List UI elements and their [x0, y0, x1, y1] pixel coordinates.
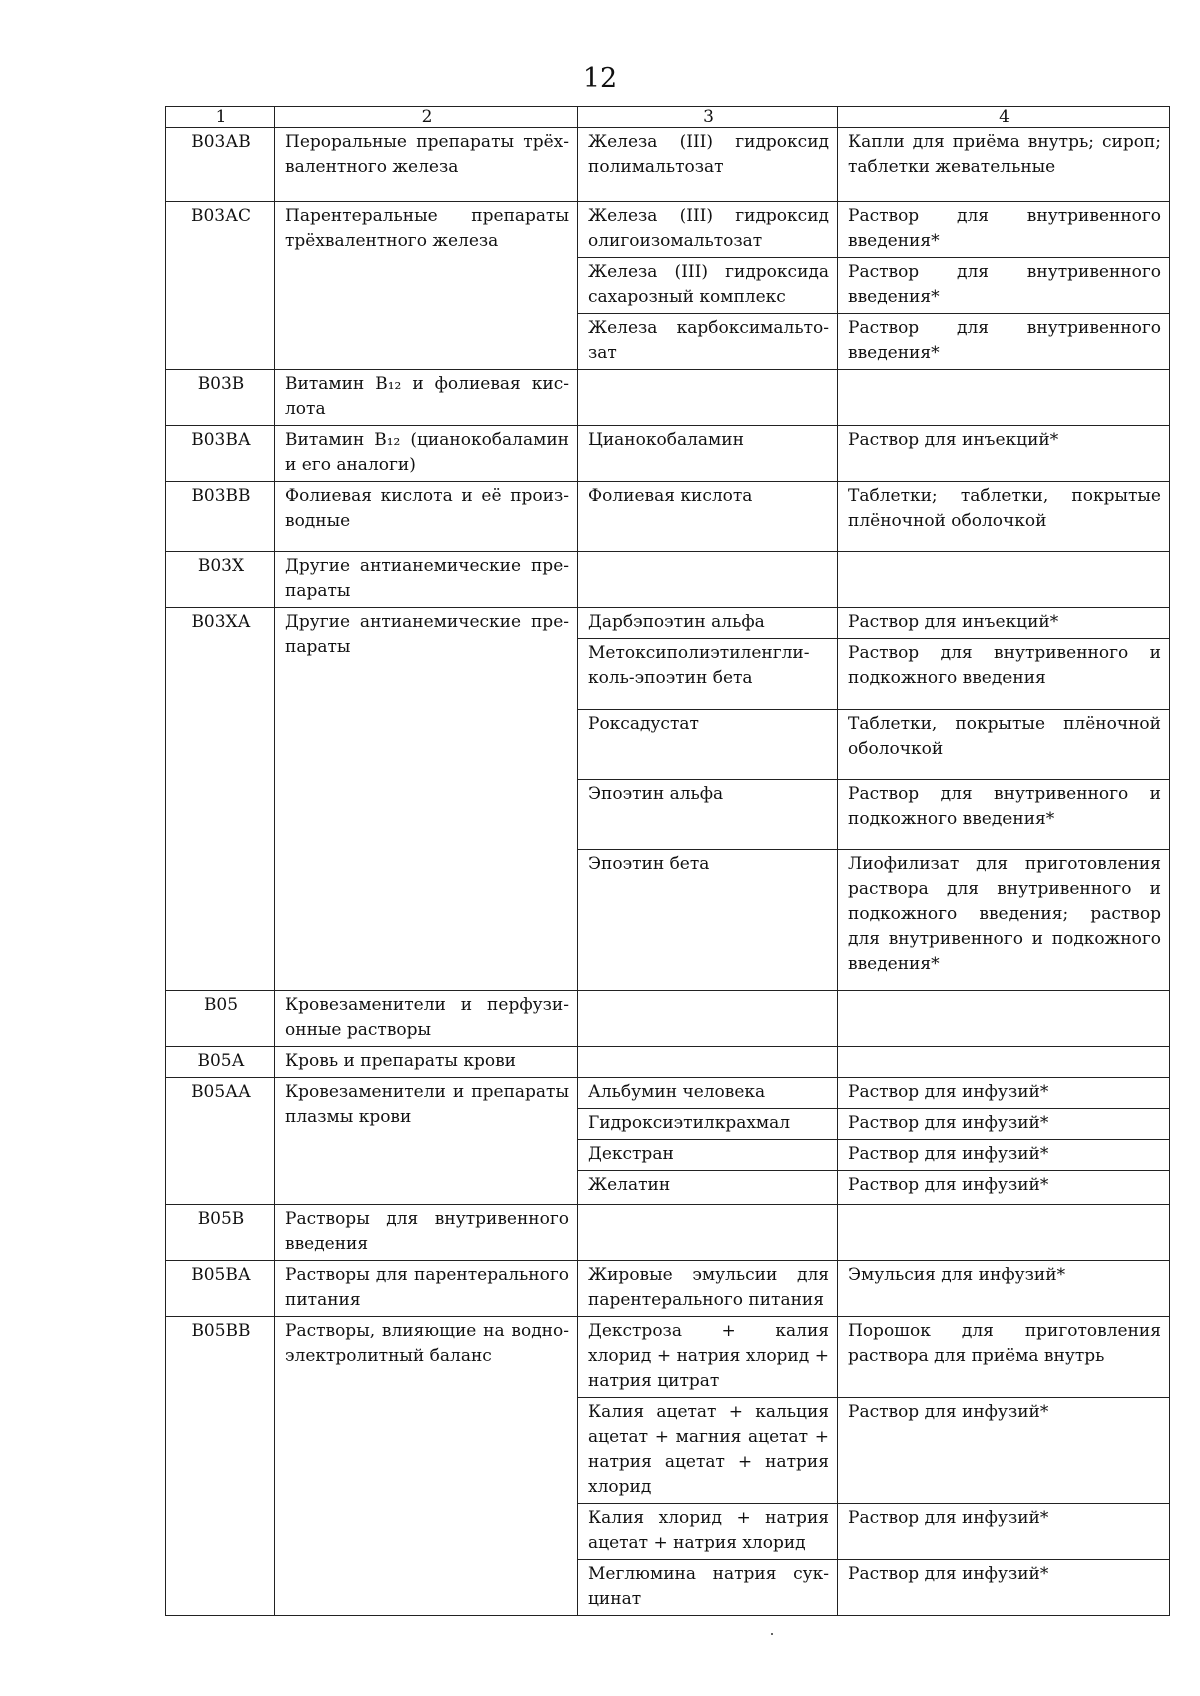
group-name-cell: Другие антианемические препараты [275, 552, 578, 608]
drug-name-cell [578, 991, 838, 1047]
dosage-form-cell: Таблетки; таблетки, покрытые плёночной оболочкой [838, 482, 1170, 552]
dosage-form-cell: Раствор для внутривенного введения* [838, 258, 1170, 314]
header-row [166, 107, 1170, 128]
group-name-cell: Парентеральные препараты трёхвалентного железа [275, 202, 578, 370]
dosage-form-cell: Капли для приёма внутрь; сироп; таблетки жевательные [838, 128, 1170, 202]
dosage-form-cell: Раствор для внутривенного и подкожного введения [838, 639, 1170, 710]
dosage-form-cell: Раствор для инфузий* [838, 1140, 1170, 1171]
column-header: 2 [275, 107, 578, 128]
speck [771, 1633, 773, 1635]
drug-name-cell: Желатин [578, 1171, 838, 1205]
table-row [166, 552, 1170, 608]
dosage-form-cell: Раствор для инфузий* [838, 1560, 1170, 1616]
dosage-form-cell: Раствор для внутривенного введения* [838, 202, 1170, 258]
table-row [166, 1078, 1170, 1109]
table-row [166, 1261, 1170, 1317]
atc-code-cell: В03В [166, 370, 275, 426]
drug-name-cell: Метоксиполиэтиленгликоль-эпоэтин бета [578, 639, 838, 710]
drug-name-cell: Гидроксиэтилкрахмал [578, 1109, 838, 1140]
dosage-form-cell: Раствор для инфузий* [838, 1109, 1170, 1140]
group-name-cell: Кровь и препараты крови [275, 1047, 578, 1078]
dosage-form-cell [838, 370, 1170, 426]
group-name-cell: Фолиевая кислота и её производные [275, 482, 578, 552]
drug-name-cell: Альбумин человека [578, 1078, 838, 1109]
drug-table [165, 106, 1170, 1616]
table-row [166, 1047, 1170, 1078]
drug-name-cell: Железа (III) гидроксида сахарозный комплекс [578, 258, 838, 314]
table-row [166, 608, 1170, 639]
drug-name-cell: Роксадустат [578, 710, 838, 780]
table-row [166, 482, 1170, 552]
dosage-form-cell: Раствор для инфузий* [838, 1504, 1170, 1560]
drug-name-cell: Эпоэтин бета [578, 850, 838, 991]
dosage-form-cell: Раствор для инъекций* [838, 426, 1170, 482]
table-row [166, 1317, 1170, 1398]
dosage-form-cell [838, 1047, 1170, 1078]
drug-name-cell: Железа (III) гидроксид полимальтозат [578, 128, 838, 202]
dosage-form-cell [838, 1205, 1170, 1261]
drug-name-cell: Железа карбоксимальтозат [578, 314, 838, 370]
atc-code-cell: В03АС [166, 202, 275, 370]
atc-code-cell: В05ВВ [166, 1317, 275, 1616]
dosage-form-cell: Раствор для инфузий* [838, 1171, 1170, 1205]
dosage-form-cell: Порошок для приготовления раствора для приёма внутрь [838, 1317, 1170, 1398]
dosage-form-cell: Раствор для внутривенного введения* [838, 314, 1170, 370]
drug-name-cell: Фолиевая кислота [578, 482, 838, 552]
atc-code-cell: В05ВА [166, 1261, 275, 1317]
group-name-cell: Растворы, влияющие на водно-электролитный баланс [275, 1317, 578, 1616]
dosage-form-cell: Раствор для инфузий* [838, 1398, 1170, 1504]
group-name-cell: Витамин В₁₂ (цианокобаламин и его аналоги) [275, 426, 578, 482]
drug-name-cell: Жировые эмульсии для парентерального питания [578, 1261, 838, 1317]
drug-name-cell: Цианокобаламин [578, 426, 838, 482]
drug-name-cell [578, 1205, 838, 1261]
atc-code-cell: В05В [166, 1205, 275, 1261]
group-name-cell: Пероральные препараты трёхвалентного железа [275, 128, 578, 202]
table-row [166, 202, 1170, 258]
dosage-form-cell: Лиофилизат для приготовления раствора для внутривенного и подкожного введения; раствор для внутривенного и подкожного введения* [838, 850, 1170, 991]
column-header: 1 [166, 107, 275, 128]
atc-code-cell: В05 [166, 991, 275, 1047]
dosage-form-cell: Раствор для внутривенного и подкожного введения* [838, 780, 1170, 850]
page-number: 12 [582, 63, 618, 94]
drug-name-cell: Калия ацетат + кальция ацетат + магния ацетат + натрия ацетат + натрия хлорид [578, 1398, 838, 1504]
group-name-cell: Витамин В₁₂ и фолиевая кислота [275, 370, 578, 426]
drug-name-cell: Меглюмина натрия сукцинат [578, 1560, 838, 1616]
drug-name-cell: Железа (III) гидроксид олигоизомальтозат [578, 202, 838, 258]
group-name-cell: Растворы для внутривенного введения [275, 1205, 578, 1261]
atc-code-cell: В03ХА [166, 608, 275, 991]
atc-code-cell: В05АА [166, 1078, 275, 1205]
atc-code-cell: В03ВА [166, 426, 275, 482]
table-row [166, 1205, 1170, 1261]
dosage-form-cell: Раствор для инфузий* [838, 1078, 1170, 1109]
dosage-form-cell: Таблетки, покрытые плёночной оболочкой [838, 710, 1170, 780]
drug-name-cell: Калия хлорид + натрия ацетат + натрия хлорид [578, 1504, 838, 1560]
dosage-form-cell: Эмульсия для инфузий* [838, 1261, 1170, 1317]
table-body [166, 107, 1170, 1616]
drug-name-cell [578, 552, 838, 608]
group-name-cell: Кровезаменители и перфузионные растворы [275, 991, 578, 1047]
atc-code-cell: В03АВ [166, 128, 275, 202]
drug-name-cell [578, 1047, 838, 1078]
column-header: 4 [838, 107, 1170, 128]
atc-code-cell: В03ВВ [166, 482, 275, 552]
table-row [166, 426, 1170, 482]
dosage-form-cell [838, 552, 1170, 608]
drug-name-cell [578, 370, 838, 426]
dosage-form-cell: Раствор для инъекций* [838, 608, 1170, 639]
drug-name-cell: Декстроза + калия хлорид + натрия хлорид + натрия цитрат [578, 1317, 838, 1398]
drug-name-cell: Декстран [578, 1140, 838, 1171]
table-row [166, 128, 1170, 202]
atc-code-cell: В05А [166, 1047, 275, 1078]
table-row [166, 991, 1170, 1047]
dosage-form-cell [838, 991, 1170, 1047]
drug-name-cell: Дарбэпоэтин альфа [578, 608, 838, 639]
column-header: 3 [578, 107, 838, 128]
atc-code-cell: В03Х [166, 552, 275, 608]
group-name-cell: Растворы для парентерального питания [275, 1261, 578, 1317]
group-name-cell: Кровезаменители и препараты плазмы крови [275, 1078, 578, 1205]
drug-name-cell: Эпоэтин альфа [578, 780, 838, 850]
group-name-cell: Другие антианемические препараты [275, 608, 578, 991]
table-row [166, 370, 1170, 426]
